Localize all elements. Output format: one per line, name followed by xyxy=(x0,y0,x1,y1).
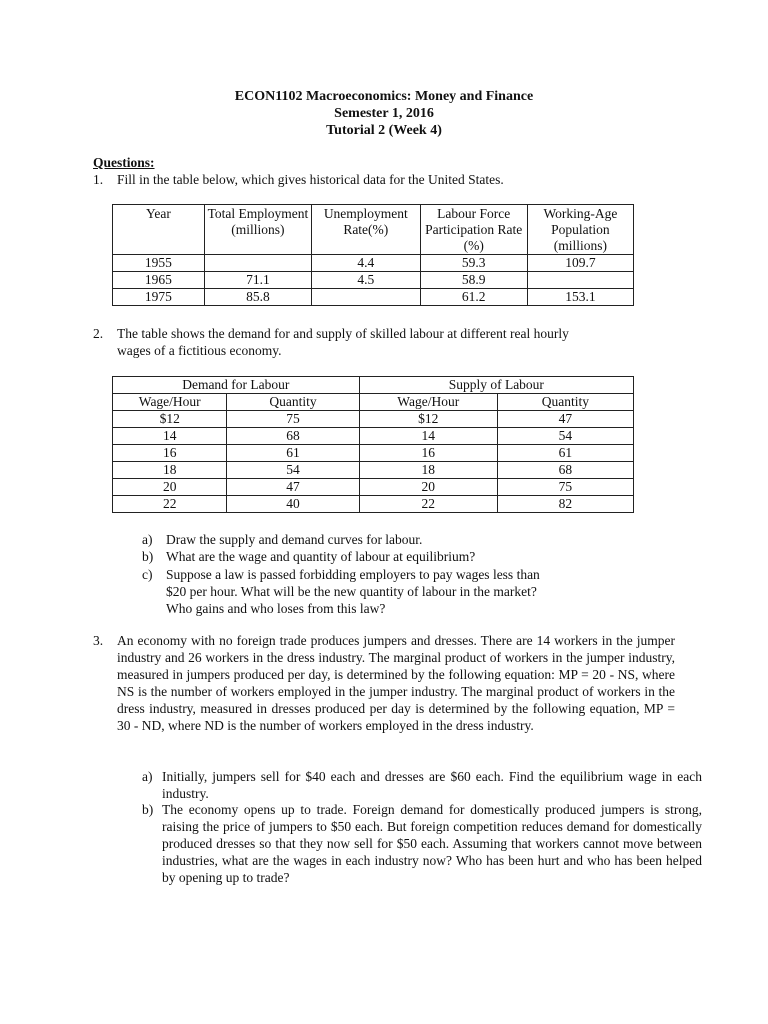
table-cell: 85.8 xyxy=(204,289,311,306)
table-cell: 16 xyxy=(113,445,227,462)
table-cell: 4.5 xyxy=(312,272,421,289)
table-cell: 40 xyxy=(227,496,359,513)
table-header-row xyxy=(113,394,634,411)
table-header-row xyxy=(113,205,634,255)
course-title: ECON1102 Macroeconomics: Money and Finance xyxy=(234,89,534,104)
table-cell: 58.9 xyxy=(420,272,527,289)
question-2-text-line2: wages of a fictitious economy. xyxy=(117,343,282,358)
table-cell: 68 xyxy=(497,462,633,479)
table-cell: 61 xyxy=(227,445,359,462)
table-row xyxy=(113,428,634,445)
question-2-part-a xyxy=(142,531,682,548)
table-cell: 22 xyxy=(359,496,497,513)
table-cell: 1975 xyxy=(113,289,205,306)
table-cell: 1955 xyxy=(113,255,205,272)
table-cell: 20 xyxy=(359,479,497,496)
question-3-number: 3. xyxy=(93,633,104,648)
questions-heading: Questions: xyxy=(93,155,155,170)
question-3-text: An economy with no foreign trade produces jumpers and dresses. There are 14 workers in the jumper industry and 26 workers in the dress industry. The marginal product of workers in the jumper industry, measured in jumpers produced per day, is determined by the following equation: MP = 20 - NS, where NS is the number of workers employed in the jumper industry. The marginal product of workers in the dress industry, measured in dresses produced per day is determined by the following equation, MP = 30 - ND, where ND is the number of workers employed in the dress industry. xyxy=(117,633,675,733)
table-cell: 14 xyxy=(113,428,227,445)
table-header-cell: Year xyxy=(113,205,205,255)
table-cell: 153.1 xyxy=(527,289,633,306)
table-header-cell: Total Employment (millions) xyxy=(204,205,311,255)
table-cell: 54 xyxy=(227,462,359,479)
table-cell: 75 xyxy=(227,411,359,428)
table-cell: 18 xyxy=(359,462,497,479)
table-cell: 61 xyxy=(497,445,633,462)
table-cell xyxy=(204,255,311,272)
table-cell: 1965 xyxy=(113,272,205,289)
question-2-text-line1: The table shows the demand for and supply of skilled labour at different real hourly xyxy=(117,326,569,341)
part-text: Initially, jumpers sell for $40 each and dresses are $60 each. Find the equilibrium wage in each industry. xyxy=(162,769,702,801)
part-text: Draw the supply and demand curves for labour. xyxy=(166,532,423,547)
part-label: a) xyxy=(142,769,153,784)
table-header-cell: Wage/Hour xyxy=(359,394,497,411)
question-2 xyxy=(93,325,653,359)
us-historical-data-table xyxy=(112,204,634,306)
table-row xyxy=(113,462,634,479)
table-row xyxy=(113,255,634,272)
question-3 xyxy=(93,632,675,734)
table-group-header-row xyxy=(113,377,634,394)
question-1-number: 1. xyxy=(93,172,104,187)
table-row xyxy=(113,445,634,462)
table-header-cell: Quantity xyxy=(497,394,633,411)
table-row xyxy=(113,411,634,428)
semester-line: Semester 1, 2016 xyxy=(334,106,434,121)
table-header-cell: Working-Age Population (millions) xyxy=(527,205,633,255)
table-header-cell: Quantity xyxy=(227,394,359,411)
question-1-text: Fill in the table below, which gives historical data for the United States. xyxy=(117,172,504,187)
table-cell: 82 xyxy=(497,496,633,513)
question-2-number: 2. xyxy=(93,326,104,341)
table-cell: 68 xyxy=(227,428,359,445)
part-text: The economy opens up to trade. Foreign demand for domestically produced jumpers is strong, raising the price of jumpers to $50 each. But foreign competition reduces demand for domestically produced dresses so that they now sell for $50 each. Assuming that workers cannot move between industries, what are the wages in each industry now? Who has been hurt and who has been helped by opening up to trade? xyxy=(162,802,702,885)
question-3-part-a xyxy=(142,768,702,802)
table-cell: 16 xyxy=(359,445,497,462)
table-group-header-demand: Demand for Labour xyxy=(113,377,360,394)
table-cell: 47 xyxy=(497,411,633,428)
part-label: a) xyxy=(142,532,153,547)
table-cell: $12 xyxy=(359,411,497,428)
table-cell: 59.3 xyxy=(420,255,527,272)
table-cell: 54 xyxy=(497,428,633,445)
table-cell: 61.2 xyxy=(420,289,527,306)
document-header xyxy=(0,88,768,139)
tutorial-line: Tutorial 2 (Week 4) xyxy=(326,123,442,138)
table-row xyxy=(113,272,634,289)
table-cell: 71.1 xyxy=(204,272,311,289)
table-cell: 47 xyxy=(227,479,359,496)
table-cell: 22 xyxy=(113,496,227,513)
question-2-part-b xyxy=(142,548,682,565)
part-label: c) xyxy=(142,567,153,582)
part-label: b) xyxy=(142,549,154,564)
table-cell: 18 xyxy=(113,462,227,479)
table-cell: 75 xyxy=(497,479,633,496)
part-text: What are the wage and quantity of labour at equilibrium? xyxy=(166,549,476,564)
table-cell: 20 xyxy=(113,479,227,496)
table-cell: 14 xyxy=(359,428,497,445)
labour-demand-supply-table xyxy=(112,376,634,513)
table-cell xyxy=(312,289,421,306)
question-1 xyxy=(93,171,504,188)
table-row xyxy=(113,289,634,306)
table-cell xyxy=(527,272,633,289)
table-header-cell: Labour Force Participation Rate (%) xyxy=(420,205,527,255)
question-2-part-c xyxy=(142,566,682,617)
table-row xyxy=(113,479,634,496)
table-cell: $12 xyxy=(113,411,227,428)
part-label: b) xyxy=(142,802,154,817)
table-header-cell: Wage/Hour xyxy=(113,394,227,411)
table-header-cell: Unemployment Rate(%) xyxy=(312,205,421,255)
table-row xyxy=(113,496,634,513)
table-cell: 4.4 xyxy=(312,255,421,272)
table-group-header-supply: Supply of Labour xyxy=(359,377,633,394)
part-text: Suppose a law is passed forbidding employers to pay wages less than $20 per hour. What will be the new quantity of labour in the market? Who gains and who loses from this law? xyxy=(166,567,540,616)
table-cell: 109.7 xyxy=(527,255,633,272)
question-3-part-b xyxy=(142,801,702,886)
